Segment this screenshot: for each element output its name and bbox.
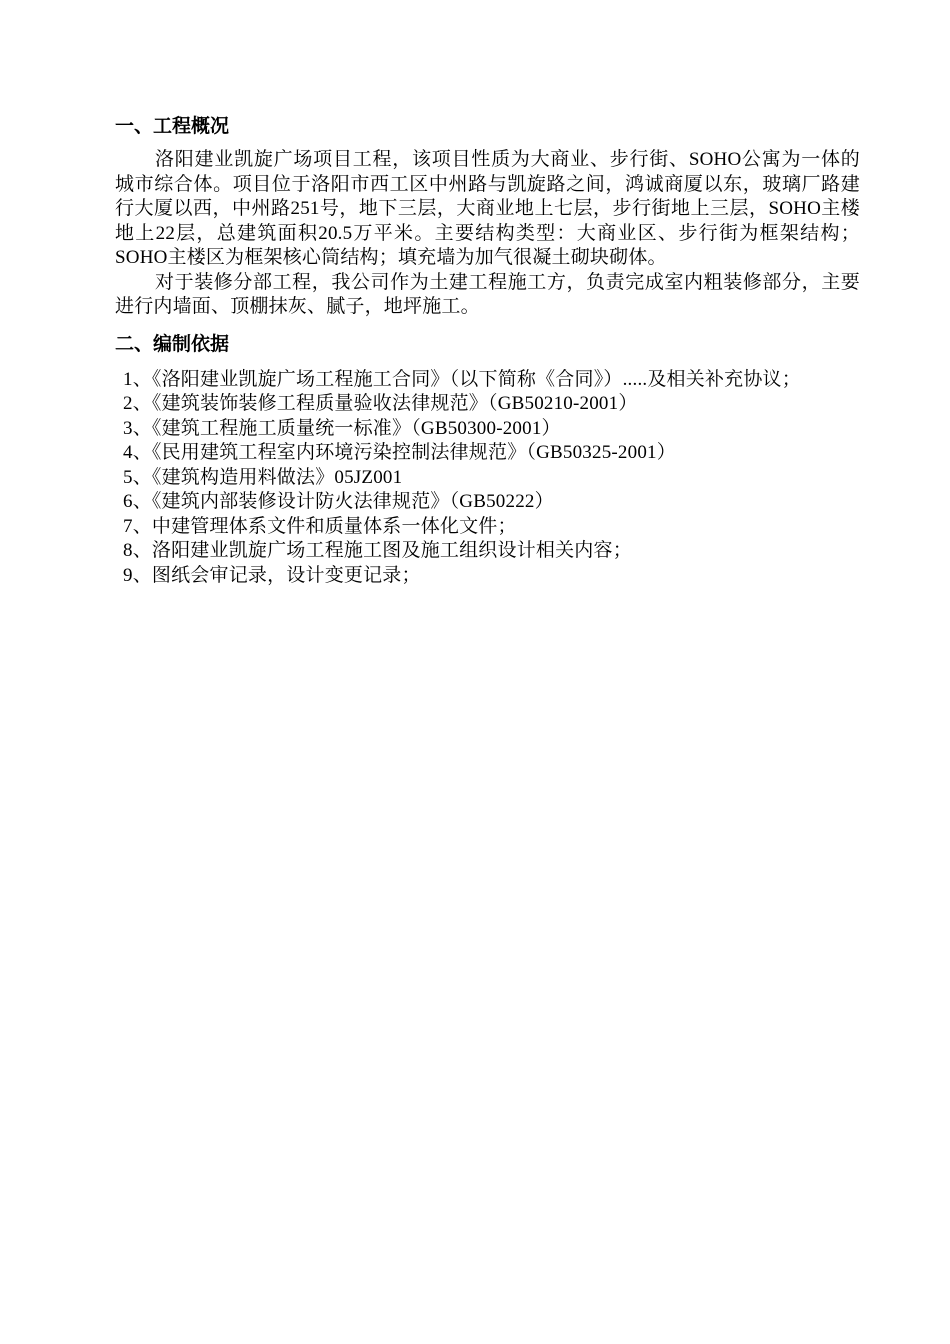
overview-paragraph-2: 对于装修分部工程，我公司作为土建工程施工方，负责完成室内粗装修部分，主要进行内墙面、顶棚抹灰、腻子，地坪施工。 xyxy=(115,271,860,317)
list-item: 2、《建筑装饰装修工程质量验收法律规范》（GB50210-2001） xyxy=(123,393,638,414)
list-item: 9、图纸会审记录，设计变更记录； xyxy=(123,564,421,586)
basis-list xyxy=(115,368,895,589)
section-heading-overview: 一、工程概况 xyxy=(115,115,230,137)
overview-paragraph-1: 洛阳建业凯旋广场项目工程，该项目性质为大商业、步行街、SOHO公寓为一体的城市综合体。项目位于洛阳市西工区中州路与凯旋路之间，鸿诚商厦以东，玻璃厂路建行大厦以西，中州路251号，地下三层，大商业地上七层，步行街地上三层，SOHO主楼地上22层，总建筑面积20.5万平米。主要结构类型：大商业区、步行街为框架结构；SOHO主楼区为框架核心筒结构；填充墙为加气很凝土砌块砌体。 xyxy=(115,149,860,268)
list-item: 8、洛阳建业凯旋广场工程施工图及施工组织设计相关内容； xyxy=(123,540,632,561)
list-item: 1、《洛阳建业凯旋广场工程施工合同》（以下简称《合同》）.....及相关补充协议； xyxy=(123,368,801,390)
list-item: 7、中建管理体系文件和质量体系一体化文件； xyxy=(123,515,517,537)
list-item: 6、《建筑内部装修设计防火法律规范》（GB50222） xyxy=(123,491,554,512)
document-body xyxy=(115,110,860,588)
list-item: 3、《建筑工程施工质量统一标准》（GB50300-2001） xyxy=(123,417,561,439)
list-item: 5、《建筑构造用料做法》05JZ001 xyxy=(123,466,403,488)
section-heading-basis: 二、编制依据 xyxy=(115,332,230,355)
list-item: 4、《民用建筑工程室内环境污染控制法律规范》（GB50325-2001） xyxy=(123,442,676,463)
